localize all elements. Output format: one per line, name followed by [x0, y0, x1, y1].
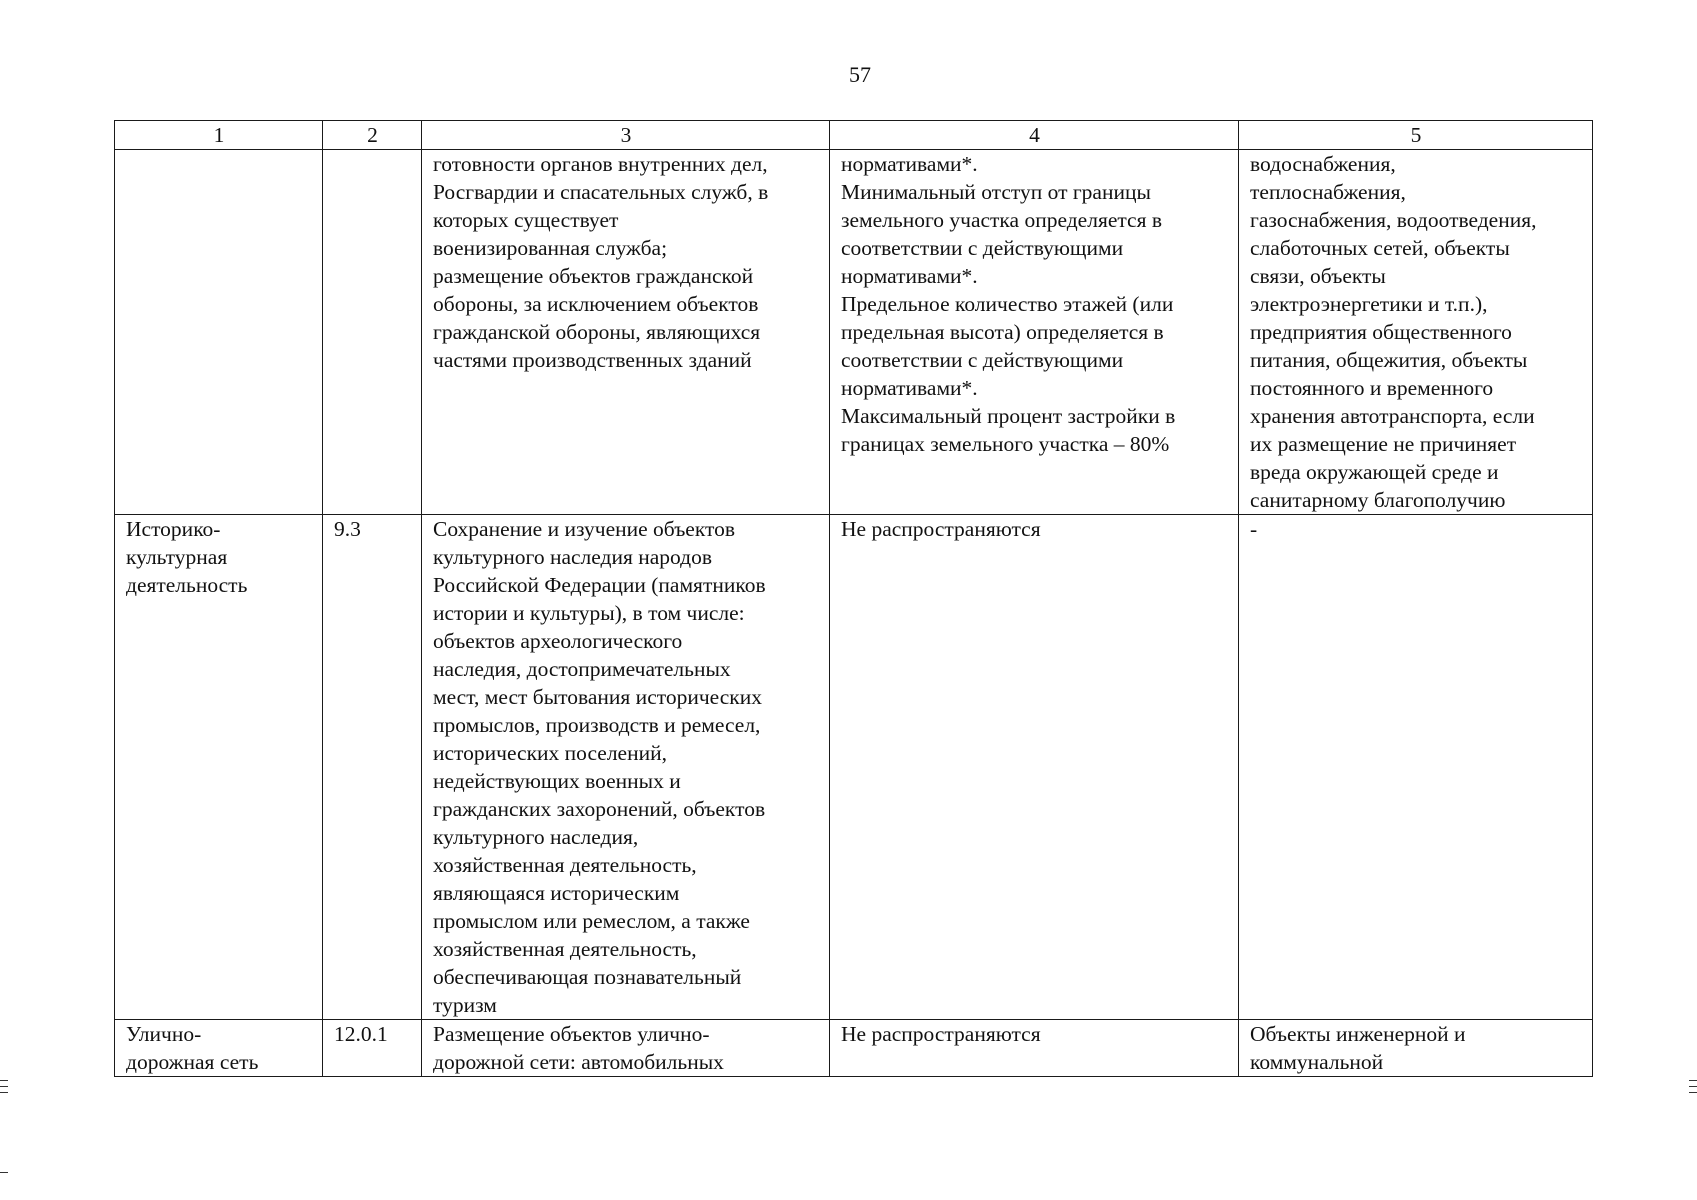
land-use-table	[114, 120, 1593, 1077]
scan-edge-mark	[1689, 1092, 1697, 1093]
cell-use-type: Историко- культурная деятельность	[115, 515, 323, 1020]
cell-use-type	[115, 150, 323, 515]
scan-edge-mark	[1689, 1086, 1697, 1087]
scan-edge-mark	[0, 1092, 8, 1093]
cell-use-type: Улично- дорожная сеть	[115, 1020, 323, 1077]
cell-description: Размещение объектов улично- дорожной сети: автомобильных	[422, 1020, 830, 1077]
cell-code	[323, 150, 422, 515]
scan-edge-mark	[0, 1086, 8, 1087]
column-header-1: 1	[115, 121, 323, 150]
table-header-row	[115, 121, 1593, 150]
scan-edge-mark	[0, 1172, 8, 1173]
cell-code: 12.0.1	[323, 1020, 422, 1077]
cell-auxiliary-uses: Объекты инженерной и коммунальной	[1239, 1020, 1593, 1077]
cell-parameters: Не распространяются	[830, 1020, 1239, 1077]
cell-parameters: Не распространяются	[830, 515, 1239, 1020]
column-header-5: 5	[1239, 121, 1593, 150]
scan-edge-mark	[1689, 1080, 1697, 1081]
table-row	[115, 1020, 1593, 1077]
cell-auxiliary-uses: водоснабжения, теплоснабжения, газоснабжения, водоотведения, слаботочных сетей, объекты связи, объекты электроэнергетики и т.п.), предприятия общественного питания, общежития, объекты постоянного и временного хранения автотранспорта, если их размещение не причиняет вреда окружающей среде и санитарному благополучию	[1239, 150, 1593, 515]
page-number: 57	[849, 62, 871, 87]
cell-auxiliary-uses: -	[1239, 515, 1593, 1020]
table-row	[115, 515, 1593, 1020]
cell-description: Сохранение и изучение объектов культурного наследия народов Российской Федерации (памятников истории и культуры), в том числе: объектов археологического наследия, достопримечательных мест, мест бытования исторических промыслов, производств и ремесел, исторических поселений, недействующих военных и гражданских захоронений, объектов культурного наследия, хозяйственная деятельность, являющаяся историческим промыслом или ремеслом, а также хозяйственная деятельность, обеспечивающая познавательный туризм	[422, 515, 830, 1020]
table-row	[115, 150, 1593, 515]
cell-code: 9.3	[323, 515, 422, 1020]
column-header-3: 3	[422, 121, 830, 150]
column-header-4: 4	[830, 121, 1239, 150]
cell-parameters: нормативами*. Минимальный отступ от границы земельного участка определяется в соответствии с действующими нормативами*. Предельное количество этажей (или предельная высота) определяется в соответствии с действующими нормативами*. Максимальный процент застройки в границах земельного участка – 80%	[830, 150, 1239, 515]
cell-description: готовности органов внутренних дел, Росгвардии и спасательных служб, в которых существует военизированная служба; размещение объектов гражданской обороны, за исключением объектов гражданской обороны, являющихся частями производственных зданий	[422, 150, 830, 515]
column-header-2: 2	[323, 121, 422, 150]
scan-edge-mark	[0, 1080, 8, 1081]
